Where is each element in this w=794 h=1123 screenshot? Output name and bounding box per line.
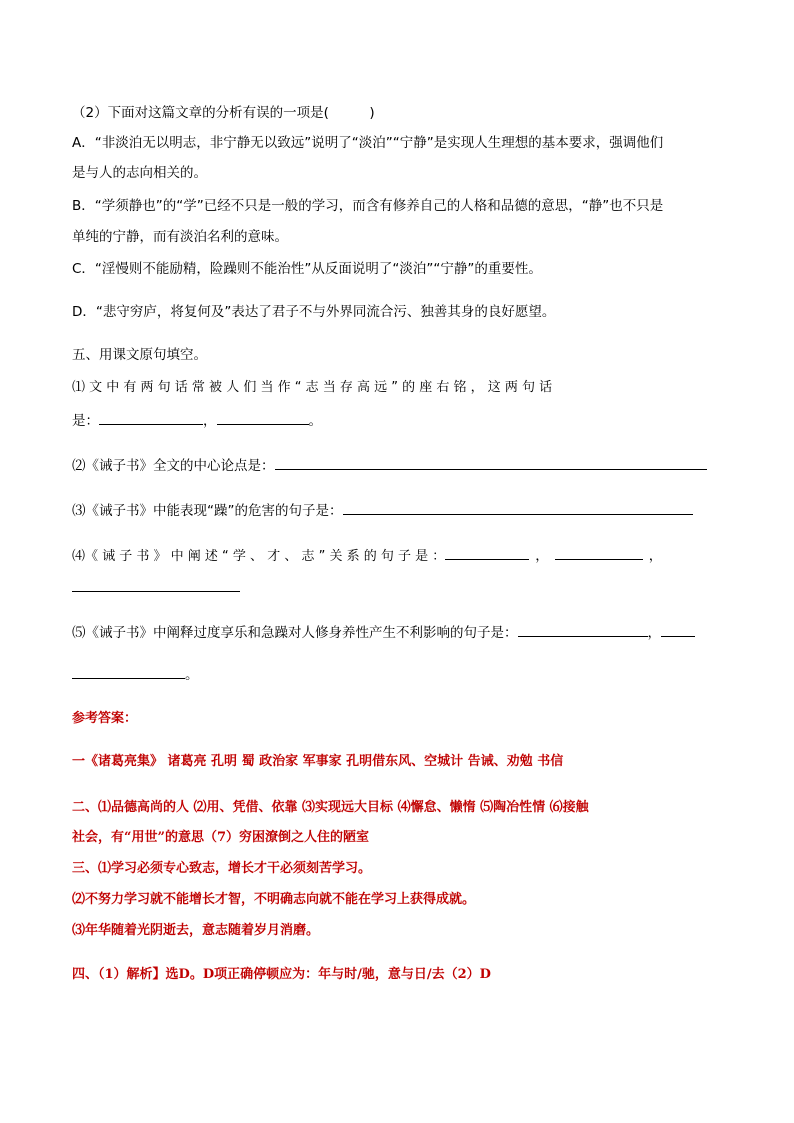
item1-separator: ， [203,413,217,429]
item2-text: ⑵《诫子书》全文的中心论点是： [72,458,275,474]
answer-4: 四、（1）解析】选D。D项正确停顿应为：年与时/驰，意与日/去（2）D [72,967,491,982]
option-b-line1: B．“学须静也”的“学”已经不只是一般的学习，而含有修养自己的人格和品德的意思，“静”也不只是 [72,198,664,214]
item4-line1 [72,545,662,566]
option-b-line2: 单纯的宁静，而有淡泊名利的意味。 [72,229,288,245]
item3-blank[interactable] [343,500,693,515]
item4-sep2: ， [648,548,663,564]
item4-blank-2[interactable] [555,545,643,560]
item4-blank-3[interactable] [72,577,240,592]
item4-line2 [72,577,240,597]
item1-end: 。 [308,413,322,429]
answer-2-line1: 二、⑴品德高尚的人 ⑵用、凭借、依靠 ⑶实现远大目标 ⑷懈怠、懒惰 ⑸陶冶性情 ⑹接触 [72,800,589,815]
item5-blank-3[interactable] [72,664,185,679]
answer-2-line2: 社会，有“用世”的意思（7）穷困潦倒之人住的陋室 [72,830,370,845]
item2-blank[interactable] [275,455,707,470]
option-c: C．“淫慢则不能励精，险躁则不能治性”从反面说明了“淡泊”“宁静”的重要性。 [72,261,542,277]
item5-blank-2[interactable] [661,622,695,637]
item5-line2 [72,664,199,684]
item4-sep1: ， [535,548,549,564]
item3-line [72,500,693,520]
option-a-line1: A．“非淡泊无以明志，非宁静无以致远”说明了“淡泊”“宁静”是实现人生理想的基本要求，强调他们 [72,135,664,151]
item5-sep: ， [647,625,661,641]
item1-line1: ⑴ 文 中 有 两 句 话 常 被 人 们 当 作 “ 志 当 存 高 远 ” 的 座 右 铭 ， 这 两 句 话 [72,380,553,395]
item5-text: ⑸《诫子书》中阐释过度享乐和急躁对人修身养性产生不利影响的句子是： [72,625,518,641]
answers-title: 参考答案： [72,711,138,726]
answer-1: 一《诸葛亮集》 诸葛亮 孔明 蜀 政治家 军事家 孔明借东风、空城计 告诫、劝勉 书信 [72,754,564,769]
q2-stem: （2）下面对这篇文章的分析有误的一项是( ) [72,105,375,121]
answer-3-line3: ⑶年华随着光阴逝去，意志随着岁月消磨。 [72,923,320,938]
item3-text: ⑶《诫子书》中能表现“躁”的危害的句子是： [72,503,343,519]
option-d: D．“悲守穷庐，将复何及”表达了君子不与外界同流合污、独善其身的良好愿望。 [72,304,556,320]
item1-blank-1[interactable] [99,410,203,425]
item1-line2 [72,410,322,430]
item5-line1 [72,622,695,642]
item4-text: ⑷《 诫 子 书 》 中 阐 述 “ 学 、 才 、 志 ” 关 系 的 句 子 是 ： [72,549,446,564]
item1-prefix: 是： [72,413,99,429]
item5-blank-1[interactable] [518,622,648,637]
item5-end: 。 [185,667,199,683]
item1-blank-2[interactable] [217,410,309,425]
item4-blank-1[interactable] [445,545,529,560]
answer-3-line1: 三、⑴学习必须专心致志，增长才干必须刻苦学习。 [72,861,372,876]
section5-title: 五、用课文原句填空。 [72,347,207,363]
answer-3-line2: ⑵不努力学习就不能增长才智，不明确志向就不能在学习上获得成就。 [72,892,476,907]
option-a-line2: 是与人的志向相关的。 [72,165,207,181]
item2-line [72,455,707,475]
